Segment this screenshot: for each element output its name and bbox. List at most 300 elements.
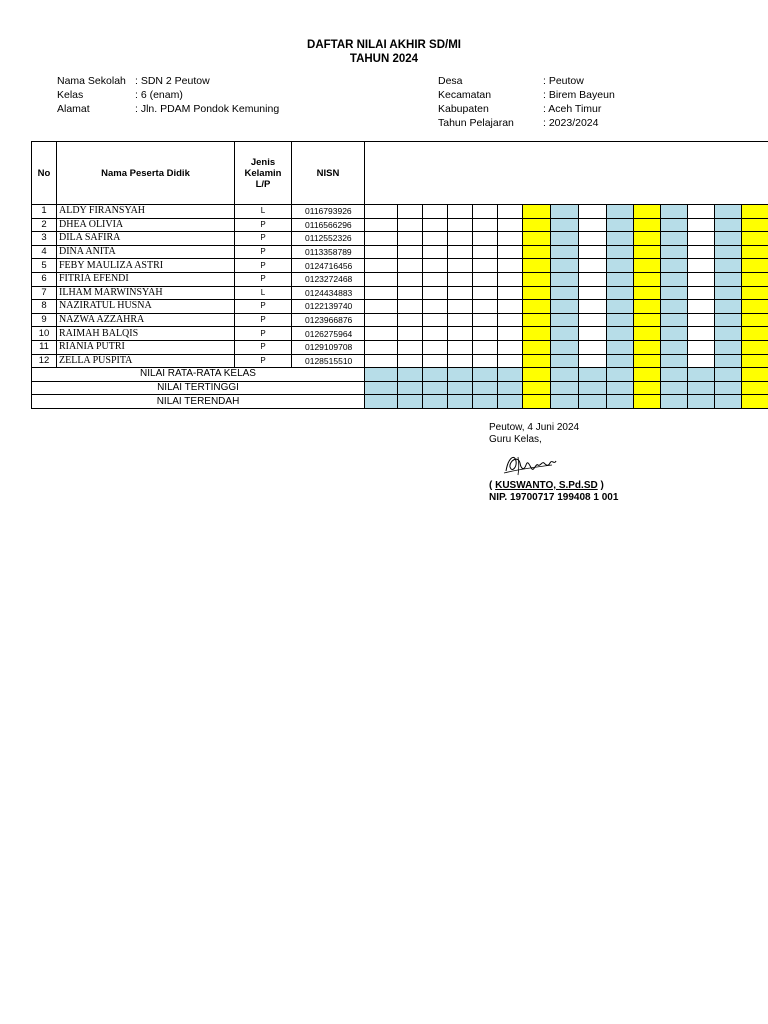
summary-cell — [523, 381, 551, 395]
summary-cell — [715, 395, 742, 409]
row-score-cell — [498, 205, 523, 219]
summary-cell — [523, 368, 551, 382]
row-score-cell — [688, 327, 715, 341]
row-score-cell — [365, 245, 398, 259]
summary-cell — [473, 368, 498, 382]
row-no: 8 — [32, 300, 57, 314]
row-score-cell — [742, 313, 768, 327]
row-score-cell — [715, 340, 742, 354]
row-score-cell — [688, 232, 715, 246]
row-student-name: DINA ANITA — [57, 245, 235, 259]
row-score-cell — [365, 340, 398, 354]
summary-cell — [523, 395, 551, 409]
table-row — [32, 205, 768, 219]
row-score-cell — [448, 327, 473, 341]
row-score-cell — [742, 218, 768, 232]
row-nisn: 0129109708 — [292, 340, 365, 354]
row-score-cell — [523, 327, 551, 341]
row-score-cell — [688, 272, 715, 286]
row-no: 4 — [32, 245, 57, 259]
row-score-cell — [715, 313, 742, 327]
row-gender: P — [235, 313, 292, 327]
summary-cell — [715, 368, 742, 382]
row-score-cell — [661, 327, 688, 341]
row-score-cell — [365, 286, 398, 300]
row-score-cell — [688, 340, 715, 354]
row-score-cell — [448, 218, 473, 232]
row-nisn: 0124434883 — [292, 286, 365, 300]
row-nisn: 0116566296 — [292, 218, 365, 232]
summary-cell — [448, 395, 473, 409]
row-score-cell — [607, 232, 634, 246]
info-school-name: Nama Sekolah : SDN 2 Peutow — [57, 75, 210, 87]
row-score-cell — [742, 300, 768, 314]
table-row — [32, 245, 768, 259]
summary-cell — [715, 381, 742, 395]
table-row — [32, 354, 768, 368]
row-no: 6 — [32, 272, 57, 286]
student-rows — [32, 205, 768, 368]
row-score-cell — [498, 245, 523, 259]
row-score-cell — [634, 205, 661, 219]
row-score-cell — [579, 218, 607, 232]
row-score-cell — [523, 218, 551, 232]
row-score-cell — [607, 300, 634, 314]
table-row — [32, 286, 768, 300]
row-score-cell — [423, 313, 448, 327]
row-score-cell — [607, 205, 634, 219]
row-no: 11 — [32, 340, 57, 354]
row-nisn: 0122139740 — [292, 300, 365, 314]
row-score-cell — [398, 313, 423, 327]
row-score-cell — [551, 245, 579, 259]
summary-cell — [661, 368, 688, 382]
row-gender: P — [235, 327, 292, 341]
row-student-name: DILA SAFIRA — [57, 232, 235, 246]
row-score-cell — [715, 218, 742, 232]
summary-cell — [742, 381, 768, 395]
row-student-name: FEBY MAULIZA ASTRI — [57, 259, 235, 273]
school-info-left — [57, 74, 417, 116]
summary-cell — [365, 381, 398, 395]
row-score-cell — [661, 272, 688, 286]
row-score-cell — [523, 245, 551, 259]
row-score-cell — [715, 300, 742, 314]
row-score-cell — [498, 327, 523, 341]
summary-cell — [688, 381, 715, 395]
summary-cell — [365, 395, 398, 409]
summary-cell — [634, 381, 661, 395]
summary-cell — [498, 395, 523, 409]
row-gender: P — [235, 354, 292, 368]
row-score-cell — [742, 286, 768, 300]
summary-cell — [579, 368, 607, 382]
row-score-cell — [423, 300, 448, 314]
row-score-cell — [423, 232, 448, 246]
row-score-cell — [661, 218, 688, 232]
row-no: 5 — [32, 259, 57, 273]
row-score-cell — [448, 205, 473, 219]
row-score-cell — [398, 259, 423, 273]
summary-cell — [607, 381, 634, 395]
row-score-cell — [523, 232, 551, 246]
summary-cell — [579, 381, 607, 395]
row-score-cell — [607, 245, 634, 259]
summary-cell — [365, 368, 398, 382]
row-score-cell — [715, 232, 742, 246]
row-score-cell — [715, 272, 742, 286]
row-score-cell — [579, 232, 607, 246]
row-score-cell — [398, 205, 423, 219]
row-score-cell — [634, 259, 661, 273]
row-student-name: FITRIA EFENDI — [57, 272, 235, 286]
row-score-cell — [523, 205, 551, 219]
row-score-cell — [634, 327, 661, 341]
row-score-cell — [607, 313, 634, 327]
row-score-cell — [448, 259, 473, 273]
table-row — [32, 272, 768, 286]
row-score-cell — [634, 218, 661, 232]
grades-table — [31, 141, 768, 409]
table-row — [32, 218, 768, 232]
summary-cell — [448, 368, 473, 382]
row-score-cell — [634, 245, 661, 259]
row-score-cell — [365, 313, 398, 327]
row-score-cell — [498, 218, 523, 232]
row-score-cell — [579, 300, 607, 314]
row-score-cell — [473, 340, 498, 354]
row-score-cell — [742, 354, 768, 368]
row-score-cell — [551, 259, 579, 273]
row-gender: P — [235, 340, 292, 354]
row-score-cell — [579, 205, 607, 219]
row-nisn: 0124716456 — [292, 259, 365, 273]
row-score-cell — [448, 232, 473, 246]
table-row — [32, 313, 768, 327]
row-score-cell — [579, 340, 607, 354]
row-gender: P — [235, 232, 292, 246]
row-score-cell — [523, 286, 551, 300]
row-score-cell — [607, 354, 634, 368]
row-score-cell — [473, 286, 498, 300]
row-student-name: ALDY FIRANSYAH — [57, 205, 235, 219]
row-nisn: 0116793926 — [292, 205, 365, 219]
summary-cell — [423, 368, 448, 382]
row-score-cell — [365, 259, 398, 273]
row-student-name: NAZWA AZZAHRA — [57, 313, 235, 327]
row-score-cell — [551, 218, 579, 232]
row-gender: P — [235, 218, 292, 232]
row-student-name: RIANIA PUTRI — [57, 340, 235, 354]
row-score-cell — [523, 259, 551, 273]
row-score-cell — [365, 205, 398, 219]
row-score-cell — [579, 272, 607, 286]
row-score-cell — [742, 205, 768, 219]
row-score-cell — [661, 354, 688, 368]
row-no: 10 — [32, 327, 57, 341]
header-subjects-blank — [365, 142, 768, 205]
row-score-cell — [498, 313, 523, 327]
signature-name: ( KUSWANTO, S.Pd.SD ) — [489, 480, 604, 491]
summary-cell — [498, 368, 523, 382]
row-no: 1 — [32, 205, 57, 219]
row-nisn: 0126275964 — [292, 327, 365, 341]
info-district: Kecamatan : Birem Bayeun — [438, 89, 615, 101]
row-gender: L — [235, 286, 292, 300]
row-score-cell — [523, 340, 551, 354]
row-gender: P — [235, 259, 292, 273]
row-score-cell — [398, 327, 423, 341]
row-nisn: 0113358789 — [292, 245, 365, 259]
row-score-cell — [742, 327, 768, 341]
row-student-name: ILHAM MARWINSYAH — [57, 286, 235, 300]
row-score-cell — [551, 327, 579, 341]
table-row — [32, 340, 768, 354]
table-header-row — [32, 142, 768, 205]
row-score-cell — [423, 259, 448, 273]
header-nisn: NISN — [292, 142, 365, 205]
row-score-cell — [634, 232, 661, 246]
row-score-cell — [551, 354, 579, 368]
table-row — [32, 327, 768, 341]
teacher-signature — [500, 449, 572, 479]
row-score-cell — [634, 340, 661, 354]
row-score-cell — [498, 286, 523, 300]
info-village: Desa : Peutow — [438, 75, 584, 87]
summary-cell — [448, 381, 473, 395]
row-score-cell — [661, 245, 688, 259]
row-nisn: 0112552326 — [292, 232, 365, 246]
summary-cell — [661, 395, 688, 409]
summary-cell — [473, 395, 498, 409]
row-score-cell — [365, 354, 398, 368]
summary-cell — [661, 381, 688, 395]
header-no: No — [32, 142, 57, 205]
row-student-name: NAZIRATUL HUSNA — [57, 300, 235, 314]
row-score-cell — [398, 286, 423, 300]
row-score-cell — [634, 300, 661, 314]
row-score-cell — [661, 205, 688, 219]
row-score-cell — [579, 245, 607, 259]
summary-cell — [688, 368, 715, 382]
summary-cell — [551, 381, 579, 395]
document-year: TAHUN 2024 — [349, 53, 419, 65]
row-score-cell — [423, 272, 448, 286]
row-score-cell — [661, 300, 688, 314]
row-score-cell — [498, 232, 523, 246]
row-score-cell — [365, 272, 398, 286]
row-score-cell — [607, 340, 634, 354]
row-score-cell — [579, 313, 607, 327]
row-score-cell — [715, 259, 742, 273]
row-score-cell — [661, 313, 688, 327]
row-score-cell — [688, 313, 715, 327]
row-score-cell — [715, 286, 742, 300]
summary-cell — [607, 395, 634, 409]
row-student-name: ZELLA PUSPITA — [57, 354, 235, 368]
row-score-cell — [365, 232, 398, 246]
row-no: 9 — [32, 313, 57, 327]
row-student-name: DHEA OLIVIA — [57, 218, 235, 232]
row-score-cell — [523, 300, 551, 314]
row-score-cell — [398, 245, 423, 259]
row-nisn: 0123272468 — [292, 272, 365, 286]
row-score-cell — [473, 300, 498, 314]
row-score-cell — [473, 259, 498, 273]
summary-cell — [423, 395, 448, 409]
summary-row — [32, 381, 768, 395]
row-score-cell — [398, 272, 423, 286]
row-score-cell — [661, 259, 688, 273]
summary-cell — [498, 381, 523, 395]
summary-cell — [398, 395, 423, 409]
row-score-cell — [715, 327, 742, 341]
row-score-cell — [423, 218, 448, 232]
row-score-cell — [607, 272, 634, 286]
summary-cell — [551, 368, 579, 382]
row-score-cell — [742, 259, 768, 273]
row-score-cell — [607, 259, 634, 273]
row-score-cell — [688, 218, 715, 232]
row-no: 2 — [32, 218, 57, 232]
row-score-cell — [398, 232, 423, 246]
row-score-cell — [448, 354, 473, 368]
row-score-cell — [634, 286, 661, 300]
row-score-cell — [473, 354, 498, 368]
row-score-cell — [715, 205, 742, 219]
row-score-cell — [448, 272, 473, 286]
row-score-cell — [579, 259, 607, 273]
row-score-cell — [473, 327, 498, 341]
row-score-cell — [473, 272, 498, 286]
summary-cell — [634, 368, 661, 382]
summary-row — [32, 395, 768, 409]
row-score-cell — [607, 327, 634, 341]
row-score-cell — [423, 286, 448, 300]
row-score-cell — [398, 218, 423, 232]
row-nisn: 0128515510 — [292, 354, 365, 368]
row-score-cell — [473, 245, 498, 259]
row-score-cell — [634, 313, 661, 327]
row-score-cell — [473, 232, 498, 246]
row-score-cell — [365, 300, 398, 314]
row-score-cell — [423, 340, 448, 354]
row-score-cell — [448, 313, 473, 327]
row-score-cell — [365, 327, 398, 341]
row-score-cell — [398, 354, 423, 368]
summary-row — [32, 368, 768, 382]
row-score-cell — [688, 245, 715, 259]
row-score-cell — [742, 232, 768, 246]
summary-cell — [634, 395, 661, 409]
row-score-cell — [688, 286, 715, 300]
row-score-cell — [423, 205, 448, 219]
row-score-cell — [661, 232, 688, 246]
summary-cell — [473, 381, 498, 395]
summary-cell — [398, 381, 423, 395]
row-score-cell — [551, 286, 579, 300]
row-no: 12 — [32, 354, 57, 368]
row-score-cell — [634, 272, 661, 286]
row-score-cell — [498, 340, 523, 354]
row-score-cell — [551, 313, 579, 327]
row-score-cell — [579, 286, 607, 300]
table-row — [32, 259, 768, 273]
row-score-cell — [715, 245, 742, 259]
row-student-name: RAIMAH BALQIS — [57, 327, 235, 341]
row-score-cell — [448, 245, 473, 259]
row-score-cell — [423, 327, 448, 341]
document-title: DAFTAR NILAI AKHIR SD/MI — [307, 39, 461, 51]
row-score-cell — [688, 354, 715, 368]
row-gender: P — [235, 272, 292, 286]
summary-cell — [742, 368, 768, 382]
signature-nip: NIP. 19700717 199408 1 001 — [489, 492, 619, 503]
header-gender: Jenis Kelamin L/P — [235, 142, 292, 205]
row-score-cell — [607, 218, 634, 232]
row-score-cell — [523, 272, 551, 286]
summary-rows — [32, 368, 768, 409]
row-score-cell — [448, 300, 473, 314]
row-gender: L — [235, 205, 292, 219]
row-score-cell — [607, 286, 634, 300]
row-score-cell — [473, 218, 498, 232]
info-address: Alamat : Jln. PDAM Pondok Kemuning — [57, 103, 280, 115]
row-score-cell — [365, 218, 398, 232]
summary-cell — [688, 395, 715, 409]
row-score-cell — [448, 286, 473, 300]
row-score-cell — [498, 300, 523, 314]
signature-place-date: Peutow, 4 Juni 2024 — [489, 422, 580, 433]
summary-cell — [607, 368, 634, 382]
summary-label: NILAI RATA-RATA KELAS — [32, 368, 365, 382]
header-student-name: Nama Peserta Didik — [57, 142, 235, 205]
row-score-cell — [473, 205, 498, 219]
row-score-cell — [688, 205, 715, 219]
row-no: 7 — [32, 286, 57, 300]
row-score-cell — [634, 354, 661, 368]
row-gender: P — [235, 300, 292, 314]
row-score-cell — [551, 300, 579, 314]
row-score-cell — [551, 272, 579, 286]
row-score-cell — [523, 313, 551, 327]
row-score-cell — [398, 340, 423, 354]
table-row — [32, 300, 768, 314]
summary-cell — [423, 381, 448, 395]
summary-cell — [398, 368, 423, 382]
row-score-cell — [448, 340, 473, 354]
info-class: Kelas : 6 (enam) — [57, 89, 183, 101]
row-no: 3 — [32, 232, 57, 246]
row-score-cell — [498, 272, 523, 286]
row-score-cell — [473, 313, 498, 327]
row-score-cell — [661, 286, 688, 300]
info-regency: Kabupaten : Aceh Timur — [438, 103, 602, 115]
row-score-cell — [423, 245, 448, 259]
signature-role: Guru Kelas, — [489, 434, 542, 445]
row-score-cell — [661, 340, 688, 354]
row-nisn: 0123966876 — [292, 313, 365, 327]
info-school-year: Tahun Pelajaran : 2023/2024 — [438, 117, 599, 129]
row-score-cell — [498, 259, 523, 273]
row-score-cell — [688, 300, 715, 314]
row-score-cell — [523, 354, 551, 368]
school-info-right — [438, 74, 738, 130]
row-score-cell — [715, 354, 742, 368]
row-score-cell — [688, 259, 715, 273]
table-row — [32, 232, 768, 246]
summary-cell — [742, 395, 768, 409]
